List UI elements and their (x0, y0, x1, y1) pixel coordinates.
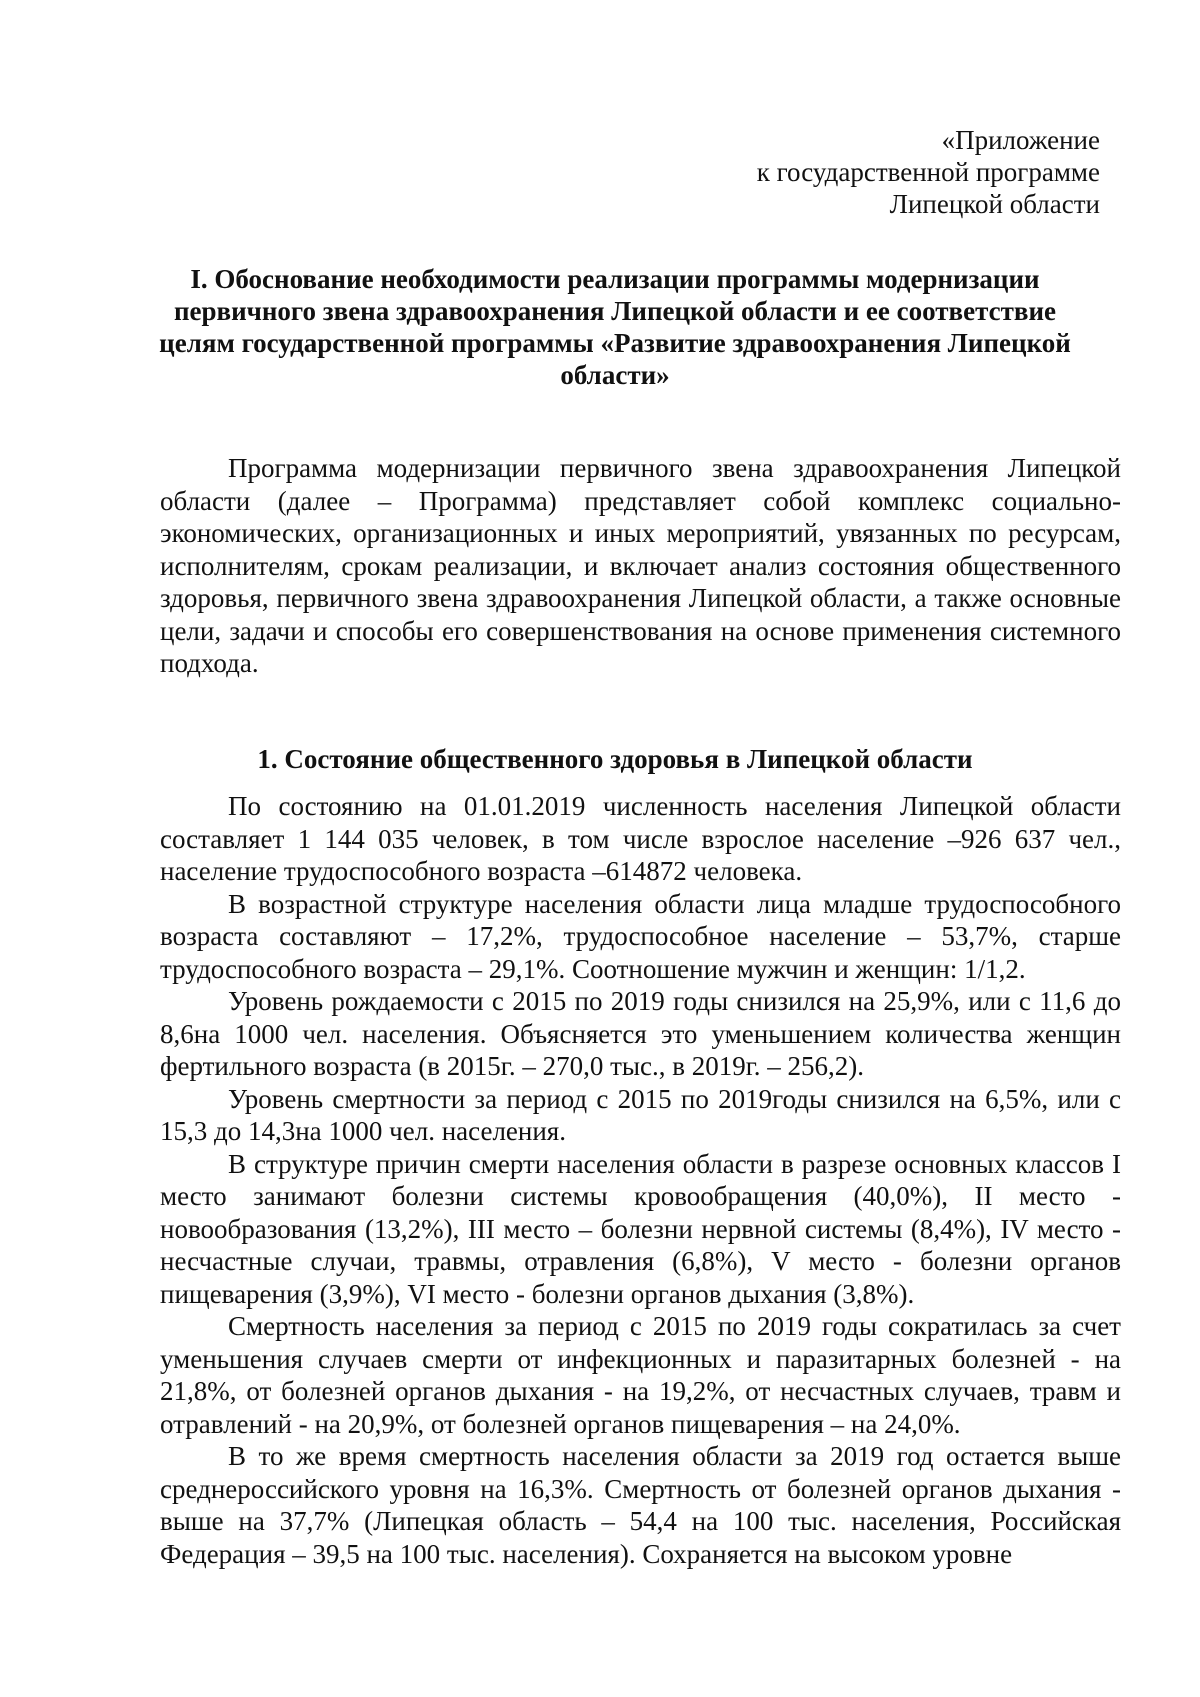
body-paragraph: По состоянию на 01.01.2019 численность населения Липецкой области составляет 1 144 035 человек, в том числе взрослое население –926 637 чел., население трудоспособного возраста –614872 человека. (160, 791, 1121, 886)
body-paragraph: В структуре причин смерти населения области в разрезе основных классов I место занимают болезни системы кровообращения (40,0%), II место - новообразования (13,2%), III место – болезни нервной системы (8,4%), IV место - несчастные случаи, травмы, отравления (6,8%), V место - болезни органов пищеварения (3,9%), VI место - болезни органов дыхания (3,8%). (160, 1148, 1121, 1309)
body-paragraph: В возрастной структуре населения области лица младше трудоспособного возраста составляют – 17,2%, трудоспособное население – 53,7%, старше трудоспособного возраста – 29,1%. Соотношение мужчин и женщин: 1/1,2. (160, 888, 1121, 984)
appendix-line-2: к государственной программе (756, 157, 1100, 187)
appendix-line-3: Липецкой области (889, 189, 1100, 219)
subsection-body (160, 790, 1121, 1570)
appendix-line-1: «Приложение (941, 125, 1100, 155)
section-title: I. Обоснование необходимости реализации программы модернизации первичного звена здравоохранения Липецкой области и ее соответствие целям государственной программы «Развитие здравоохранения Липецкой области» (159, 264, 1071, 390)
appendix-header (757, 124, 1100, 220)
subsection-title: 1. Состояние общественного здоровья в Липецкой области (257, 744, 973, 774)
body-paragraph: Смертность населения за период с 2015 по 2019 годы сократилась за счет уменьшения случаев смерти от инфекционных и паразитарных болезней - на 21,8%, от болезней органов дыхания - на 19,2%, от несчастных случаев, травм и отравлений - на 20,9%, от болезней органов пищеварения – на 24,0%. (160, 1311, 1121, 1439)
body-paragraph: Уровень смертности за период с 2015 по 2019годы снизился на 6,5%, или с 15,3 до 14,3на 1000 чел. населения. (160, 1083, 1121, 1146)
intro-paragraph: Программа модернизации первичного звена здравоохранения Липецкой области (далее – Программа) представляет собой комплекс социально-экономических, организационных и иных мероприятий, увязанных по ресурсам, исполнителям, срокам реализации, и включает анализ состояния общественного здоровья, первичного звена здравоохранения Липецкой области, а также основные цели, задачи и способы его совершенствования на основе применения системного подхода. (160, 453, 1121, 678)
body-paragraph: В то же время смертность населения области за 2019 год остается выше среднероссийского уровня на 16,3%. Смертность от болезней органов дыхания - выше на 37,7% (Липецкая область – 54,4 на 100 тыс. населения, Российская Федерация – 39,5 на 100 тыс. населения). Сохраняется на высоком уровне (160, 1441, 1121, 1569)
body-paragraph: Уровень рождаемости с 2015 по 2019 годы снизился на 25,9%, или с 11,6 до 8,6на 1000 чел. населения. Объясняется это уменьшением количества женщин фертильного возраста (в 2015г. – 270,0 тыс., в 2019г. – 256,2). (160, 986, 1121, 1081)
